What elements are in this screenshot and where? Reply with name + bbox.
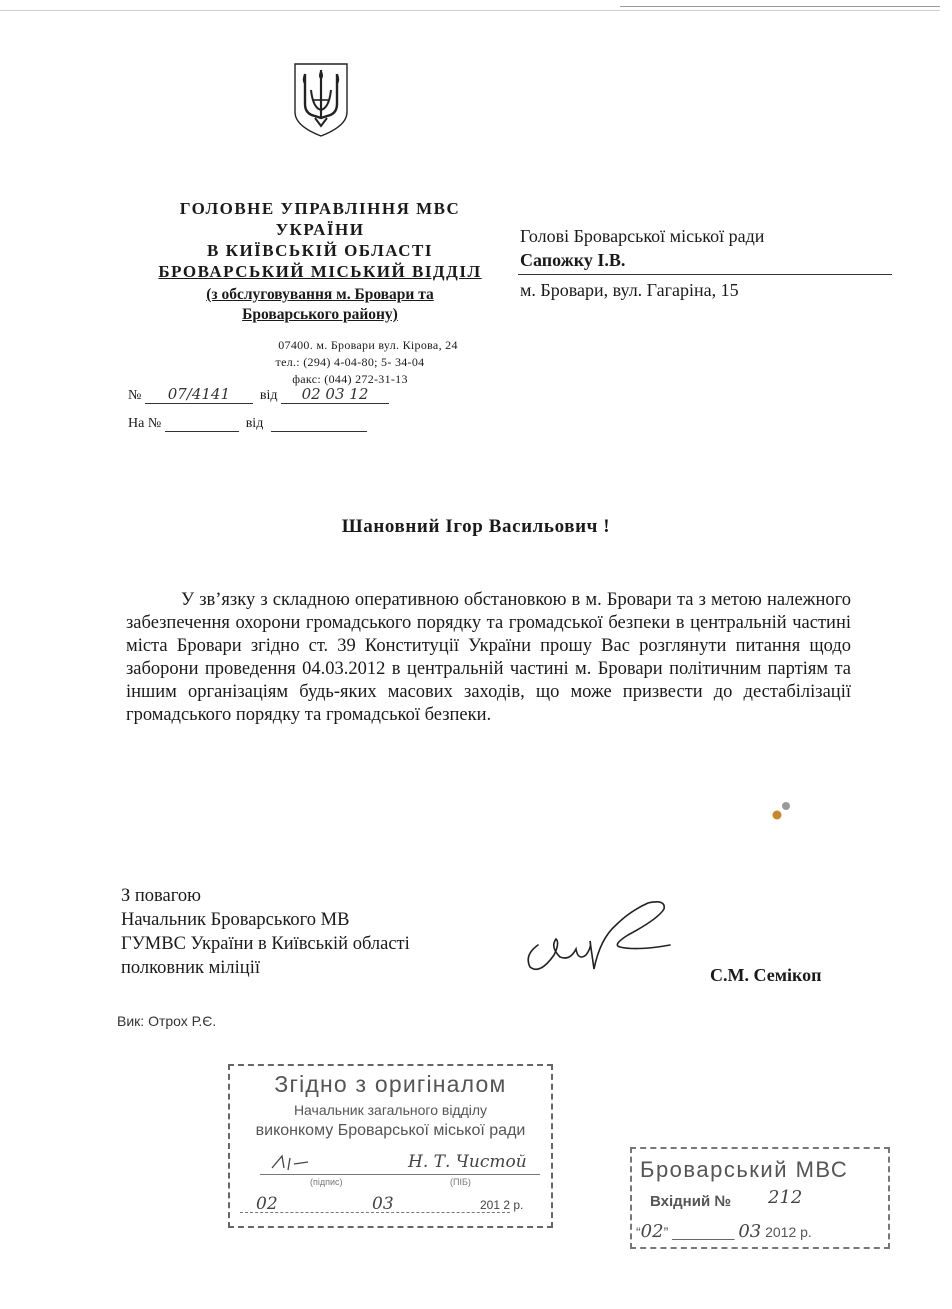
closing-block [121, 884, 410, 980]
certified-copy-stamp [228, 1064, 553, 1228]
stamp-month: 03 [738, 1221, 762, 1242]
closing-line: ГУМВС України в Київській області [121, 934, 410, 954]
reply-date-blank [271, 417, 367, 432]
stamp-date-month: 03 [372, 1194, 394, 1214]
org-line: БРОВАРСЬКИЙ МІСЬКИЙ ВІДДІЛ [158, 262, 482, 281]
recipient-name: Сапожку І.В. [520, 250, 626, 270]
phone-line: тел.: (294) 4-04-80; 5- 34-04 [275, 355, 425, 369]
stamp-title: Броварський МВС [640, 1157, 849, 1182]
stamp-number-value: 212 [768, 1187, 803, 1208]
scan-speck-icon [770, 800, 792, 822]
closing-line: Начальник Броварського МВ [121, 910, 350, 930]
closing-line: полковник міліції [121, 958, 260, 978]
scan-edge-line [620, 6, 940, 7]
org-line: Броварського району) [242, 306, 398, 323]
executor-note: Вик: Отрох Р.Є. [117, 1013, 217, 1029]
org-line: В КИЇВСЬКІЙ ОБЛАСТІ [207, 241, 433, 260]
recipient-title: Голові Броварської міської ради [520, 226, 765, 246]
stamp-day: 02 [640, 1221, 664, 1242]
trident-emblem-icon [291, 60, 351, 138]
stamp-caption: (ПІБ) [450, 1177, 471, 1187]
organization-header [150, 198, 490, 282]
stamp-date-day: 02 [256, 1194, 278, 1214]
closing-line: З повагою [121, 886, 201, 906]
ref-date-value: 02 03 12 [281, 385, 389, 404]
reply-from-label: від [245, 416, 264, 431]
initials-scribble-icon [268, 1152, 328, 1174]
stamp-caption: (підпис) [310, 1177, 343, 1187]
salutation: Шановний Ігор Васильович ! [341, 516, 611, 537]
signer-name: С.М. Семікоп [710, 965, 822, 985]
stamp-line: виконкому Броварської міської ради [255, 1122, 526, 1139]
address-line: 07400. м. Бровари вул. Кірова, 24 [278, 338, 458, 352]
stamp-date-year: 201 2 р. [480, 1198, 524, 1212]
stamp-number-label: Вхідний № [650, 1193, 732, 1210]
stamp-pib-value: Н. Т. Чистой [408, 1152, 527, 1172]
fax-line: факс: (044) 272-31-13 [292, 372, 408, 386]
reply-no-blank [165, 417, 239, 432]
letter-body: У зв’язку з складною оперативною обстановкою в м. Бровари та з метою належного забезпечення охорони громадського порядку та громадської безпеки в центральній частині міста Бровари згідно ст. 39 Конституції України прошу Вас розглянути питання щодо заборони проведення 04.03.2012 в центральній частині м. Бровари політичним партіям та іншим організаціям будь-яких масових заходів, що може призвести до дестабілізації громадського порядку та громадської безпеки. [126, 590, 851, 725]
recipient-address: м. Бровари, вул. Гагаріна, 15 [520, 280, 739, 300]
org-line: УКРАЇНИ [275, 220, 365, 239]
org-line: (з обслуговування м. Бровари та [206, 286, 434, 303]
handwritten-signature [520, 895, 680, 985]
stamp-title: Згідно з оригіналом [274, 1071, 507, 1097]
scan-edge-line [0, 10, 940, 11]
stamp-line: Начальник загального відділу [293, 1102, 488, 1118]
outgoing-ref-line [128, 385, 389, 404]
org-line: ГОЛОВНЕ УПРАВЛІННЯ МВС [179, 199, 461, 218]
reply-ref-line [128, 416, 367, 432]
ref-from-label: від [259, 388, 278, 403]
organization-subheader [150, 285, 490, 325]
ref-no-value: 07/4141 [145, 385, 253, 404]
reply-label: На № [128, 416, 162, 431]
contact-info [150, 337, 550, 388]
stamp-initials [268, 1152, 328, 1179]
recipient-underline [518, 274, 892, 275]
incoming-registration-stamp [630, 1147, 890, 1249]
stamp-date-line: “02” ________ 03 2012 р. [636, 1221, 812, 1242]
stamp-year: 2012 р. [765, 1224, 812, 1240]
ref-no-label: № [128, 388, 142, 403]
